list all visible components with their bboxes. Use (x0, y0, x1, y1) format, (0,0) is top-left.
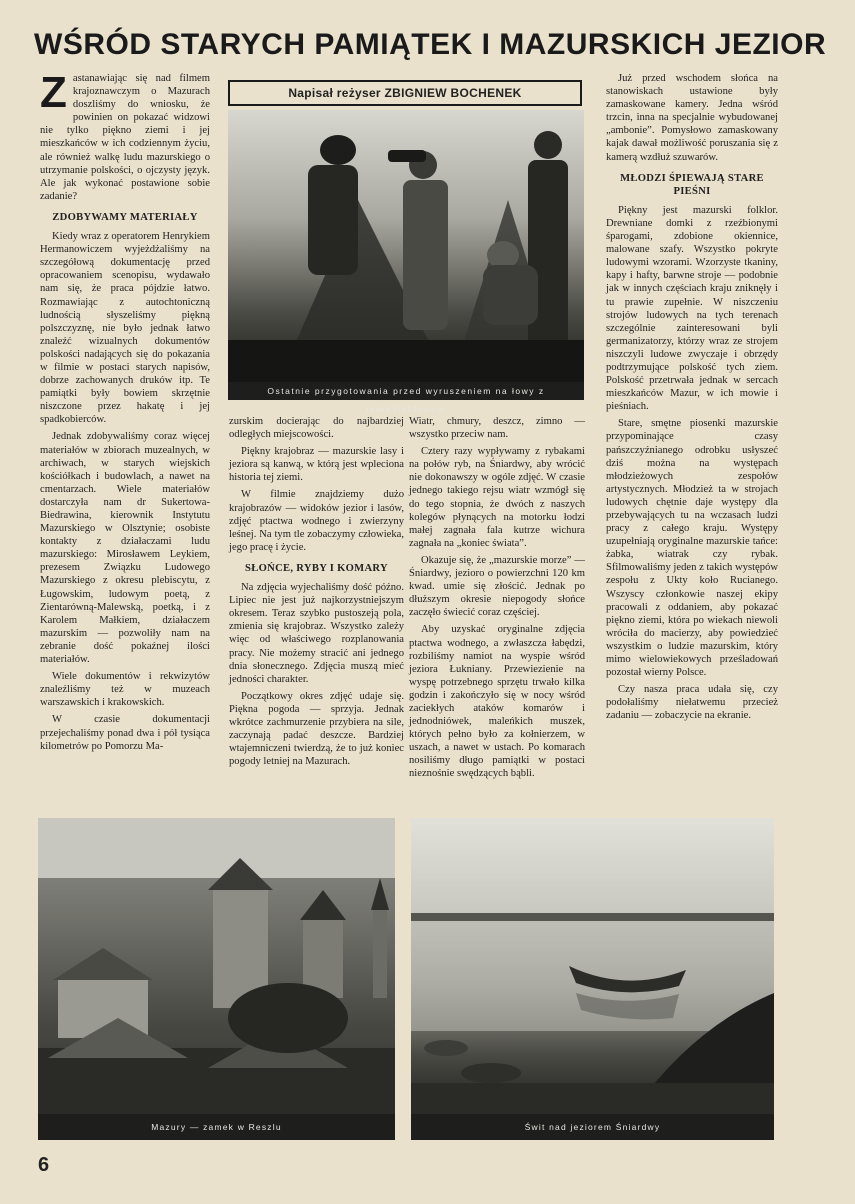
paragraph: Wiele dokumentów i rekwizytów znaleźliśmy też w muzeach warszawskich i krakowskich. (40, 671, 210, 709)
castle-town-illustration (38, 818, 395, 1114)
paragraph: Wiatr, chmury, deszcz, zimno — wszystko przeciw nam. (409, 416, 585, 441)
article-headline: WŚRÓD STARYCH PAMIĄTEK I MAZURSKICH JEZIOR (34, 28, 827, 61)
paragraph: Stare, smętne piosenki mazurskie przypominające czasy pańszczyźnianego odrobku usłyszeć dziś można na występach młodzieżowych zespołów artystycznych. Młodzież ta w strojach ludowych chętnie daje występy dla przebywających tu na wczasach ludzi pracy z całego kraju. Występy uzupełniają oryginalne mazurskie tańce: żabka, wiatrak czy rybak. Sfilmowaliśmy jeden z takich występów zespołu z Ukty koło Rucianego. Wszyscy członkowie naszej ekipy pracowali z oddaniem, aby pokazać piękno ziemi, która po wiekach niewoli wróciła do macierzy, aby powiedzieć wszystkim o ludzie mazurskim, który mimo wielowiekowych prześladowań pozostał wierny Polsce. (606, 418, 778, 679)
paragraph: W czasie dokumentacji przejechaliśmy ponad dwa i pół tysiąca kilometrów po Pomorzu Ma- (40, 714, 210, 752)
paragraph: W filmie znajdziemy dużo krajobrazów — widoków jezior i lasów, zdjęć ptactwa wodnego i zwierzyny leśnej. Na tym tle zobaczymy człowieka, jego pracę i życie. (229, 489, 404, 553)
paragraph: Już przed wschodem słońca na stanowiskach ustawione były zamaskowane kamery. Jedna wśród trzcin, inna na specjalnie wybudowanej „ambonie”. Pomysłowo zamaskowany kajak dawał możliwość poruszania się z kamerą wzdłuż szuwarów. (606, 73, 778, 163)
page-number: 6 (38, 1154, 50, 1176)
column-3 (409, 415, 585, 785)
paragraph: Jednak zdobywaliśmy coraz więcej materiałów w zbiorach muzealnych, w archiwach, w starych wiejskich kościółkach i budowlach, a nawet na cmentarzach. Wiele materiałów dostarczyła nam dr Sukertowa-Biedrawina, kierownik Instytutu Mazurskiego w Olsztynie; osobiste kontakty z działaczami ludu mazurskiego: Mirosławem Leykiem, prezesem Związku Ludowego Mazurskiego z okresu plebiscytu, z Ługowskim, ludowym poetą, z Zientarówną-Malewską, poetką, i z Karolem Małkiem, działaczem mazurskim — pozwoliły nam na zebranie dość pokaźnej ilości materiałów. (40, 431, 210, 666)
paragraph: Piękny krajobraz — mazurskie lasy i jeziora są kanwą, w którą jest wpleciona historia tej ziemi. (229, 446, 404, 484)
subheading-materials: ZDOBYWAMY MATERIAŁY (52, 211, 198, 223)
photo-bl-caption: Mazury — zamek w Reszlu (38, 1114, 395, 1140)
paragraph: zurskim docierając do najbardziej odległych miejscowości. (229, 416, 404, 441)
column-2 (229, 415, 404, 772)
photo-film-crew (228, 110, 584, 382)
paragraph: Początkowy okres zdjęć udaje się. Piękna pogoda — sprzyja. Jednak wkrótce zachmurzenie przybiera na sile, zaczynają padać deszcze. Bardziej wtajemniczeni twierdzą, że to już koniec pogody letniej na Mazurach. (229, 690, 404, 768)
subheading-sun-fish: SŁOŃCE, RYBY I KOMARY (245, 562, 388, 574)
film-crew-illustration (228, 110, 584, 382)
paragraph: Cztery razy wypływamy z rybakami na połów ryb, na Śniardwy, aby wrócić nie dokonawszy w ogóle zdjęć. W czasie jednego takiego rejsu wiatr wzmógł się do tego stopnia, że dwóch z naszych kolegów płynących na motorku łodzi małej zagnała fala kutrze wichura zagnała na „koniec świata”. (409, 446, 585, 549)
paragraph: Czy nasza praca udała się, czy podołaliśmy niełatwemu przecież zadaniu — zobaczycie na ekranie. (606, 684, 778, 722)
photo-sniardwy-dawn (411, 818, 774, 1114)
byline-box: Napisał reżyser ZBIGNIEW BOCHENEK (228, 80, 582, 106)
paragraph: Aby uzyskać oryginalne zdjęcia ptactwa wodnego, a zwłaszcza łabędzi, rozbiliśmy namiot na wyspie wśród jeziora Łukniany. Przewiezienie na wyspę potrzebnego sprzętu trwało kilka godzin i zakończyło się w nocy wśród zaciekłych ataków komarów i jednodniówek, maleńkich muszek, których pełno było za kołnierzem, w uszach, a nawet w ustach. Po komarach nosiliśmy długo pamiątki w postaci nieznośnie swędzących bąbli. (409, 624, 585, 780)
photo-top-caption: Ostatnie przygotowania przed wyruszeniem na łowy z teleobiektywem (228, 382, 584, 400)
column-4 (606, 72, 778, 727)
column-1 (40, 68, 210, 757)
subheading-young-sing: MŁODZI ŚPIEWAJĄ STARE PIEŚNI (620, 172, 764, 197)
paragraph: Kiedy wraz z operatorem Henrykiem Hermanowiczem wyjeżdżaliśmy na szczegółową dokumentację przed opracowaniem scenopisu, wydawało nam się, że praca pójdzie łatwo. Rozmawiając z autochtoniczną ludnością słyszeliśmy piękną polszczyznę, nie było jednak łatwo znaleźć wizualnych dokumentów polskości nadających się do pokazania w filmie w postaci starych napisów, dobrze zachowanych druków itp. Te pamiątki były bowiem skrzętnie niszczone przez hakatę i jej spadkobierców. (40, 231, 210, 426)
drop-cap: Z (40, 68, 67, 117)
lead-text: astanawiając się nad filmem krajoznawczym o Mazurach doszliśmy do wniosku, że powinien on pokazać widzowi nie tylko piękno ziemi i jej mieszkańców w ich codziennym życiu, ale również walkę ludu mazurskiego o utrzymanie polskości, o ojczysty język. Ale jak wykonać postawione sobie zadanie? (40, 73, 210, 202)
photo-reszel-castle (38, 818, 395, 1114)
paragraph: Okazuje się, że „mazurskie morze” — Śniardwy, jezioro o powierzchni 120 km kwad. umie się złościć. Jednak po dłuższym okresie niepogody słońce zaczęło świecić coraz częściej. (409, 554, 585, 619)
lake-boat-illustration (411, 818, 774, 1114)
photo-br-caption: Świt nad jeziorem Śniardwy (411, 1114, 774, 1140)
paragraph: Piękny jest mazurski folklor. Drewniane domki z rzeźbionymi śparogami, zdobione okiennice, malowane szafy. Wszystko pokryte ludowymi wzorami. Wzorzyste tkaniny, kapy i hafty, barwne stroje — podobnie jak w innych częściach kraju zniknęły i tu prawie zupełnie. W niszczeniu strojów ludowych na tych terenach szczególnie zainteresowani byli germanizatorzy, którzy wraz ze strojem niszczyli ludowe zwyczaje i obrzędy podtrzymujące polskość tych ziem. Polskość przetrwała jednak w sercach mieszkańców Mazur, w ich mowie i pieśniach. (606, 204, 778, 413)
lead-paragraph (40, 68, 210, 203)
paragraph: Na zdjęcia wyjechaliśmy dość późno. Lipiec nie jest już najkorzystniejszym okresem. Teraz szybko pustoszeją pola, zmienia się krajobraz. Wszystko zależy więc od właściwego rozplanowania pracy. Nie możemy stracić ani jednego dnia słonecznego. Zdjęcia muszą mieć jedności charakter. (229, 582, 404, 685)
